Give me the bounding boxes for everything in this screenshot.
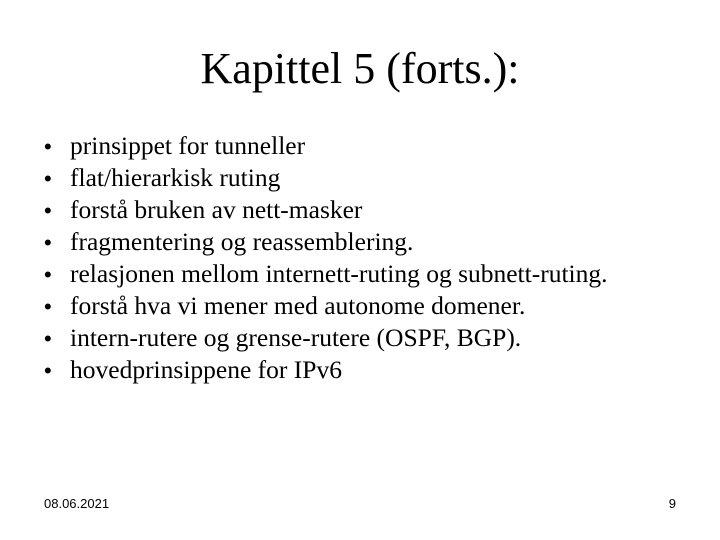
bullet-text: prinsippet for tunneller — [70, 131, 306, 160]
page-number: 9 — [668, 496, 676, 511]
bullet-icon: • — [44, 198, 52, 223]
bullet-text: forstå bruken av nett-masker — [70, 195, 363, 224]
bullet-item-6 — [44, 290, 608, 322]
bullet-text: relasjonen mellom internett-ruting og subnett-ruting. — [70, 259, 608, 288]
bullet-list — [44, 130, 608, 386]
bullet-icon: • — [44, 262, 52, 287]
bullet-item-3 — [44, 194, 608, 226]
footer-date: 08.06.2021 — [44, 496, 110, 511]
bullet-icon: • — [44, 358, 52, 383]
bullet-item-1 — [44, 130, 608, 162]
bullet-text: forstå hva vi mener med autonome domener. — [70, 291, 526, 320]
bullet-item-2 — [44, 162, 608, 194]
bullet-text: intern-rutere og grense-rutere (OSPF, BGP). — [70, 323, 522, 352]
bullet-text: flat/hierarkisk ruting — [70, 163, 281, 192]
bullet-item-5 — [44, 258, 608, 290]
bullet-icon: • — [44, 294, 52, 319]
bullet-icon: • — [44, 166, 52, 191]
bullet-item-8 — [44, 354, 608, 386]
bullet-icon: • — [44, 230, 52, 255]
bullet-text: fragmentering og reassemblering. — [70, 227, 414, 256]
bullet-icon: • — [44, 326, 52, 351]
bullet-icon: • — [44, 134, 52, 159]
bullet-text: hovedprinsippene for IPv6 — [70, 355, 342, 384]
bullet-item-4 — [44, 226, 608, 258]
bullet-item-7 — [44, 322, 608, 354]
slide-title: Kapittel 5 (forts.): — [200, 44, 520, 93]
